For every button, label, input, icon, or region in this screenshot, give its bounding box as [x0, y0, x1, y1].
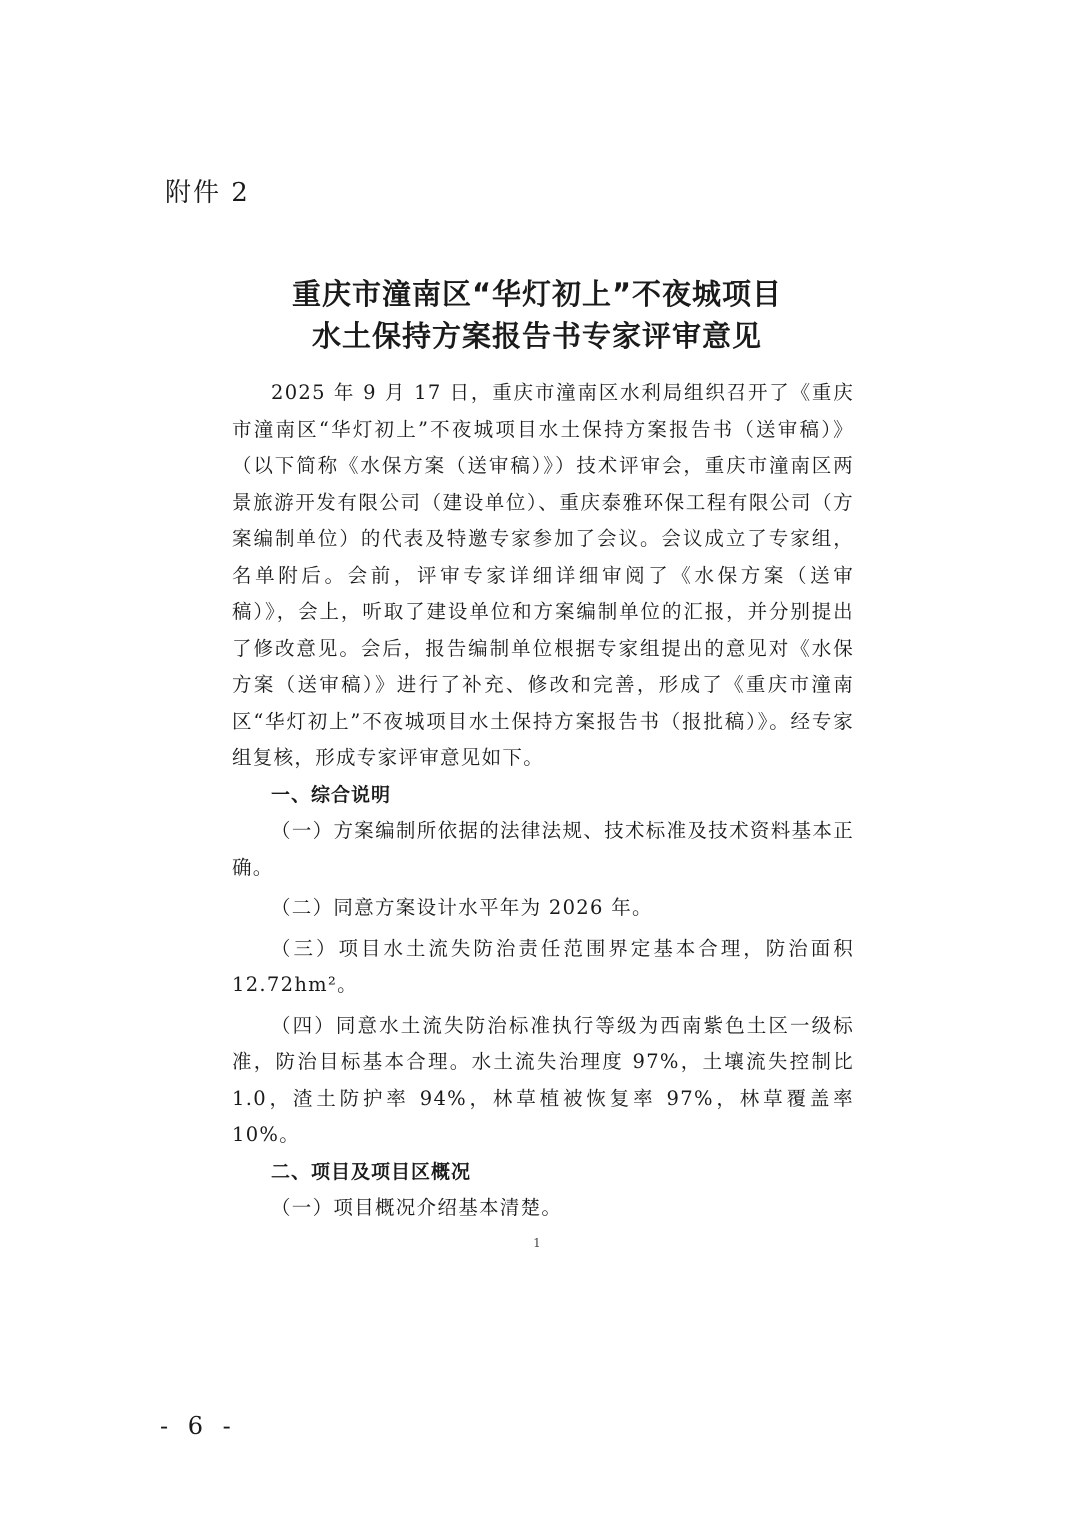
section-1-item-4: （四）同意水土流失防治标准执行等级为西南紫色土区一级标准，防治目标基本合理。水土流失治理度 97%，土壤流失控制比 1.0，渣土防护率 94%，林草植被恢复率 97%，林草覆盖率 10%。	[232, 1013, 854, 1146]
intro-paragraph: 2025 年 9 月 17 日，重庆市潼南区水利局组织召开了《重庆市潼南区“华灯初上”不夜城项目水土保持方案报告书（送审稿）》（以下简称《水保方案（送审稿）》）技术评审会，重庆市潼南区两景旅游开发有限公司（建设单位）、重庆泰雅环保工程有限公司（方案编制单位）的代表及特邀专家参加了会议。会议成立了专家组，名单附后。会前，评审专家详细详细审阅了《水保方案（送审稿）》，会上，听取了建设单位和方案编制单位的汇报，并分别提出了修改意见。会后，报告编制单位根据专家组提出的意见对《水保方案（送审稿）》进行了补充、修改和完善，形成了《重庆市潼南区“华灯初上”不夜城项目水土保持方案报告书（报批稿）》。经专家组复核，形成专家评审意见如下。	[232, 381, 854, 769]
section-2-item-1: （一）项目概况介绍基本清楚。	[271, 1196, 563, 1219]
section-2-heading: 二、项目及项目区概况	[270, 1160, 471, 1183]
section-1-heading: 一、综合说明	[270, 783, 391, 806]
page-number: - 6 -	[160, 1412, 237, 1440]
inner-page-number: 1	[533, 1236, 541, 1250]
document-title-line-2: 水土保持方案报告书专家评审意见	[311, 319, 762, 353]
section-1-item-3: （三）项目水土流失防治责任范围界定基本合理，防治面积 12.72hm²。	[232, 936, 854, 996]
document-title-line-1: 重庆市潼南区“华灯初上”不夜城项目	[291, 277, 783, 311]
attachment-label: 附件 2	[165, 178, 250, 208]
section-1-item-1: （一）方案编制所依据的法律法规、技术标准及技术资料基本正确。	[232, 819, 854, 879]
section-1-item-2: （二）同意方案设计水平年为 2026 年。	[271, 896, 653, 919]
document-body	[232, 375, 854, 1227]
